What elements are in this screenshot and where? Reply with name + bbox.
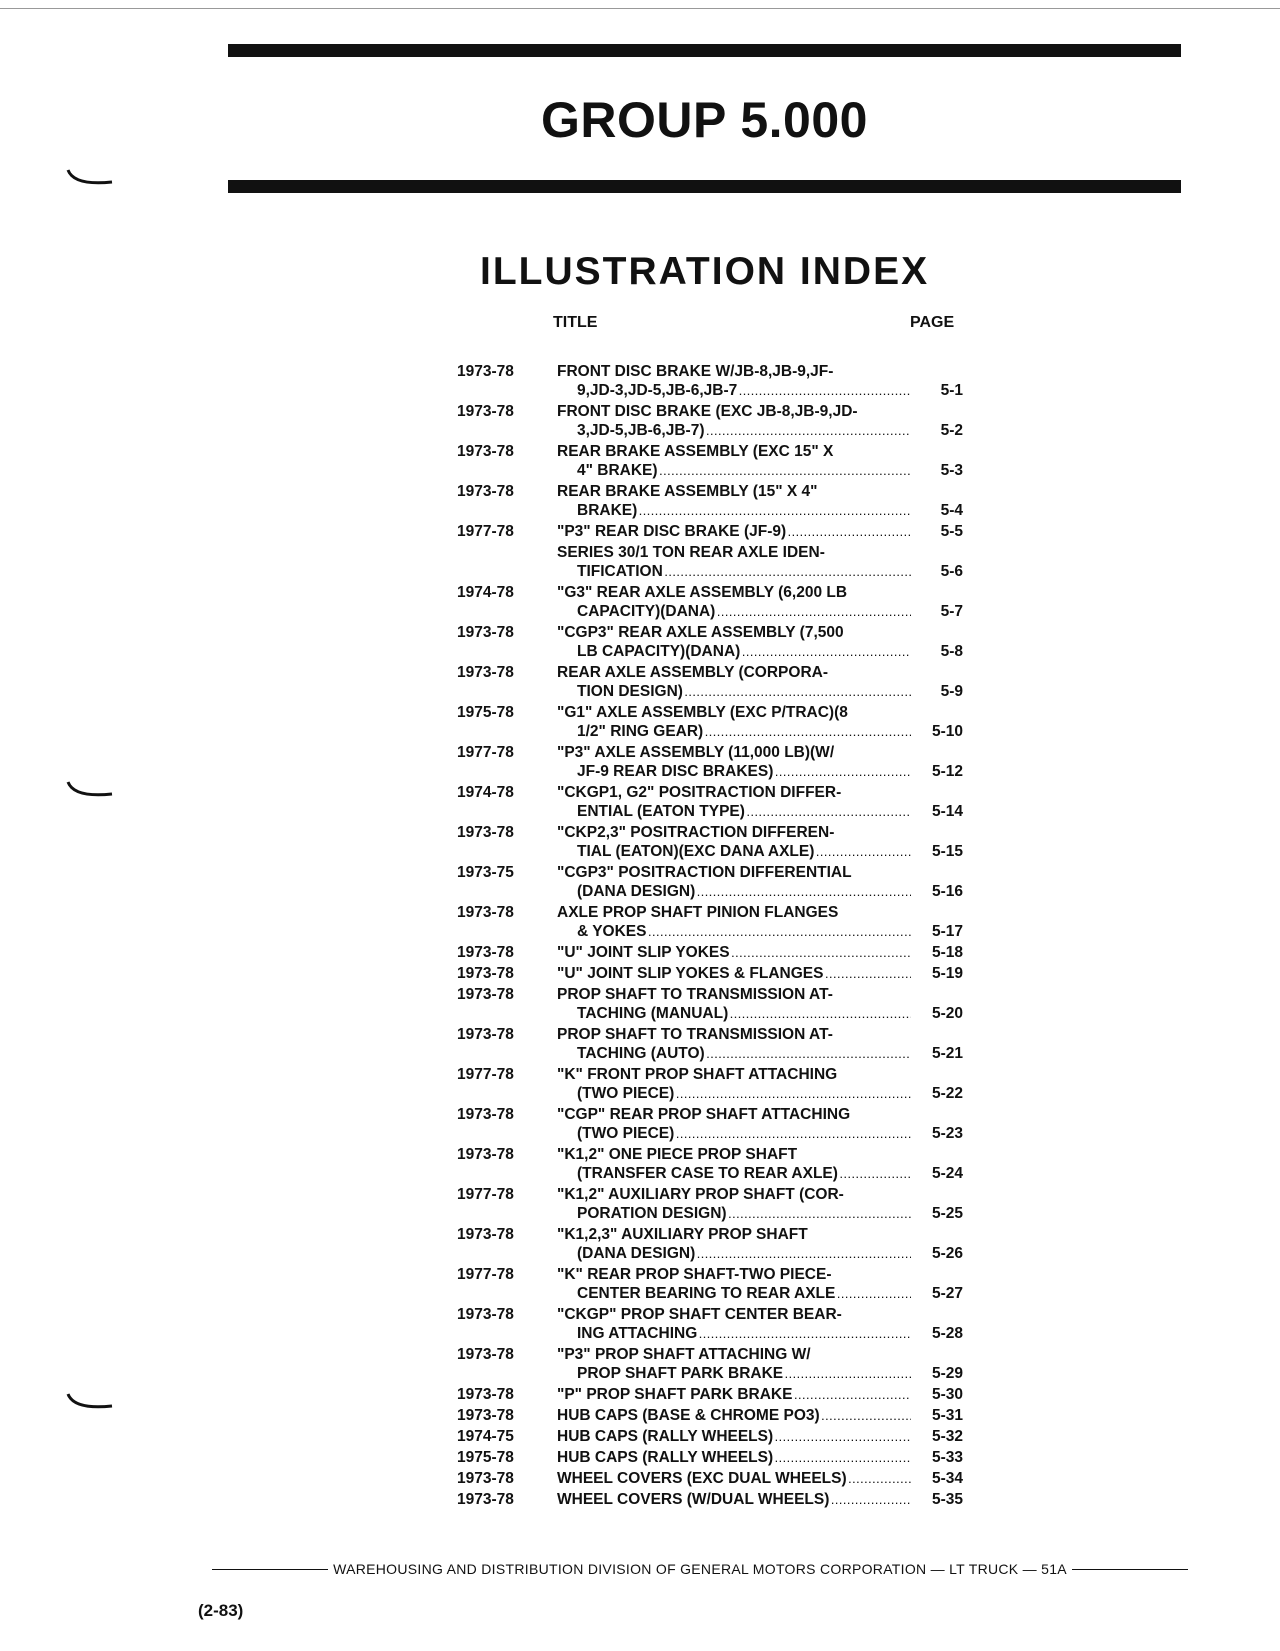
index-entry [455,1105,965,1145]
entry-title-line: "P3" AXLE ASSEMBLY (11,000 LB)(W/ [557,744,835,761]
entry-title-line: REAR AXLE ASSEMBLY (CORPORA- [557,664,828,681]
index-entry [455,1185,965,1225]
entry-title-line: REAR BRAKE ASSEMBLY (EXC 15" X [557,443,834,460]
entry-title-line: 4" BRAKE) [577,462,658,479]
index-entry [455,442,965,482]
entry-title-line: WHEEL COVERS (W/DUAL WHEELS) [557,1491,830,1508]
entry-year: 1973-78 [457,1491,514,1508]
entry-year: 1973-78 [457,944,514,961]
footer [212,1561,1188,1577]
dot-leader [849,1469,911,1490]
entry-title-line: "G3" REAR AXLE ASSEMBLY (6,200 LB [557,584,848,601]
entry-body [555,703,965,743]
dot-leader [742,642,911,663]
entry-body [555,583,965,623]
entry-body [555,522,965,543]
entry-page-number: 5-18 [931,944,963,961]
entry-body [555,482,965,522]
dot-leader [707,421,912,442]
entry-page-number: 5-14 [931,803,963,820]
entry-page-number: 5-5 [940,523,963,540]
footer-rule-right [1072,1569,1188,1570]
entry-title-line: "CKP2,3" POSITRACTION DIFFEREN- [557,824,835,841]
entry-year: 1973-78 [457,363,514,380]
entry-year: 1974-78 [457,584,514,601]
entry-year: 1973-78 [457,1106,514,1123]
entry-year: 1975-78 [457,704,514,721]
binder-hole-mark-top [66,168,114,190]
column-header-page: PAGE [910,314,955,331]
entry-body [555,783,965,823]
entry-year [455,543,555,583]
entry-title-line: "P3" REAR DISC BRAKE (JF-9) [557,523,787,540]
entry-title-line: CENTER BEARING TO REAR AXLE [577,1285,836,1302]
index-entry [455,1427,965,1448]
entry-year: 1974-78 [457,784,514,801]
binder-hole-mark-bottom [66,1392,114,1414]
entry-title-line: ENTIAL (EATON TYPE) [577,803,745,820]
entry-title-line: PROP SHAFT TO TRANSMISSION AT- [557,1026,833,1043]
index-entry [455,482,965,522]
entry-year: 1973-78 [457,624,514,641]
entry-title-line: & YOKES [577,923,647,940]
entry-title-line: "CGP3" POSITRACTION DIFFERENTIAL [557,864,852,881]
entry-body [555,743,965,783]
index-entry [455,823,965,863]
entry-title-line: "U" JOINT SLIP YOKES [557,944,730,961]
entry-title-line: FRONT DISC BRAKE (EXC JB-8,JB-9,JD- [557,403,858,420]
entry-title-line: (DANA DESIGN) [577,1245,696,1262]
entry-body [555,442,965,482]
entry-title-line: "K" REAR PROP SHAFT-TWO PIECE- [557,1266,832,1283]
index-entry [455,1385,965,1406]
dot-leader [699,1324,911,1345]
dot-leader [747,802,911,823]
entry-title-line: "CKGP1, G2" POSITRACTION DIFFER- [557,784,842,801]
dot-leader [840,1164,911,1185]
index-entry [455,964,965,985]
entry-year: 1973-78 [457,1226,514,1243]
entry-title-line: "K1,2" ONE PIECE PROP SHAFT [557,1146,798,1163]
entry-year: 1973-75 [457,864,514,881]
index-entry [455,703,965,743]
entry-body [555,402,965,442]
header-bar-bottom [228,180,1181,193]
entry-year: 1977-78 [457,1266,514,1283]
index-entry [455,1448,965,1469]
entry-body [555,543,965,583]
entry-year: 1973-78 [457,1026,514,1043]
entry-page-number: 5-3 [940,462,963,479]
entry-year: 1977-78 [457,1186,514,1203]
entry-body [555,1406,965,1427]
dot-leader [707,1044,911,1065]
index-entry [455,903,965,943]
entry-page-number: 5-29 [931,1365,963,1382]
entry-year: 1975-78 [457,1449,514,1466]
entry-page-number: 5-20 [931,1005,963,1022]
index-entry [455,1469,965,1490]
dot-leader [730,1004,911,1025]
index-entry [455,522,965,543]
entry-page-number: 5-32 [931,1428,963,1445]
top-edge-line [0,8,1280,9]
entry-page-number: 5-9 [940,683,963,700]
index-entry [455,985,965,1025]
entry-page-number: 5-17 [931,923,963,940]
entry-body [555,1427,965,1448]
index-entry [455,1065,965,1105]
footer-text: WAREHOUSING AND DISTRIBUTION DIVISION OF GENERAL MOTORS CORPORATION — LT TRUCK — 51A [333,1561,1067,1577]
entry-title-line: 9,JD-3,JD-5,JB-6,JB-7 [577,382,738,399]
entry-title-line: TION DESIGN) [577,683,683,700]
dot-leader [775,762,911,783]
entry-page-number: 5-15 [931,843,963,860]
dot-leader [676,1084,911,1105]
illustration-index-list [455,362,965,1511]
index-entry [455,663,965,703]
entry-title-line: "CGP3" REAR AXLE ASSEMBLY (7,500 [557,624,844,641]
index-entry [455,402,965,442]
entry-title-line: TIAL (EATON)(EXC DANA AXLE) [577,843,815,860]
entry-page-number: 5-30 [931,1386,963,1403]
entry-year: 1973-78 [457,904,514,921]
entry-title-line: SERIES 30/1 TON REAR AXLE IDEN- [557,544,825,561]
entry-title-line: HUB CAPS (RALLY WHEELS) [557,1428,774,1445]
entry-body [555,943,965,964]
entry-year: 1973-78 [457,1386,514,1403]
entry-body [555,1065,965,1105]
index-entry [455,943,965,964]
dot-leader [825,964,911,985]
entry-page-number: 5-26 [931,1245,963,1262]
index-entry [455,623,965,663]
entry-title-line: (TRANSFER CASE TO REAR AXLE) [577,1165,838,1182]
entry-title-line: CAPACITY)(DANA) [577,603,716,620]
dot-leader [660,461,911,482]
entry-title-line: (DANA DESIGN) [577,883,696,900]
index-entry [455,863,965,903]
dot-leader [729,1204,911,1225]
index-entry [455,1345,965,1385]
entry-title-line: AXLE PROP SHAFT PINION FLANGES [557,904,839,921]
entry-title-line: "G1" AXLE ASSEMBLY (EXC P/TRAC)(8 [557,704,848,721]
dot-leader [639,501,911,522]
entry-page-number: 5-10 [931,723,963,740]
entry-year: 1973-78 [457,1146,514,1163]
entry-title-line: HUB CAPS (BASE & CHROME PO3) [557,1407,820,1424]
entry-page-number: 5-31 [931,1407,963,1424]
entry-body [555,823,965,863]
entry-page-number: 5-25 [931,1205,963,1222]
dot-leader [717,602,911,623]
entry-year: 1977-78 [457,1066,514,1083]
entry-title-line: "P" PROP SHAFT PARK BRAKE [557,1386,793,1403]
entry-page-number: 5-7 [940,603,963,620]
entry-year: 1973-78 [457,965,514,982]
dot-leader [837,1284,911,1305]
entry-body [555,964,965,985]
entry-page-number: 5-28 [931,1325,963,1342]
index-entry [455,1225,965,1265]
dot-leader [775,1427,911,1448]
entry-page-number: 5-16 [931,883,963,900]
dot-leader [775,1448,911,1469]
entry-page-number: 5-8 [940,643,963,660]
entry-page-number: 5-24 [931,1165,963,1182]
dot-leader [697,882,911,903]
dot-leader [794,1385,911,1406]
entry-page-number: 5-1 [940,382,963,399]
footer-rule-left [212,1569,328,1570]
entry-page-number: 5-6 [940,563,963,580]
entry-body [555,1305,965,1345]
dot-leader [785,1364,911,1385]
entry-title-line: TACHING (AUTO) [577,1045,705,1062]
entry-page-number: 5-23 [931,1125,963,1142]
entry-title-line: "P3" PROP SHAFT ATTACHING W/ [557,1346,811,1363]
entry-body [555,663,965,703]
entry-body [555,1345,965,1385]
index-entry [455,1305,965,1345]
entry-year: 1977-78 [457,744,514,761]
dot-leader [739,381,911,402]
entry-title-line: PORATION DESIGN) [577,1205,727,1222]
entry-title-line: (TWO PIECE) [577,1085,675,1102]
revision-date: (2-83) [198,1601,244,1620]
entry-title-line: REAR BRAKE ASSEMBLY (15" X 4" [557,483,818,500]
entry-title-line: (TWO PIECE) [577,1125,675,1142]
entry-title-line: WHEEL COVERS (EXC DUAL WHEELS) [557,1470,847,1487]
entry-body [555,623,965,663]
entry-body [555,1385,965,1406]
dot-leader [788,522,911,543]
index-entry [455,583,965,623]
entry-page-number: 5-34 [931,1470,963,1487]
entry-page-number: 5-12 [931,763,963,780]
entry-page-number: 5-4 [940,502,963,519]
entry-year: 1973-78 [457,824,514,841]
dot-leader [705,722,911,743]
dot-leader [685,682,911,703]
entry-year: 1973-78 [457,1407,514,1424]
entry-body [555,1469,965,1490]
entry-year: 1973-78 [457,403,514,420]
entry-body [555,1490,965,1511]
index-entry [455,1490,965,1511]
entry-title-line: "CKGP" PROP SHAFT CENTER BEAR- [557,1306,842,1323]
entry-page-number: 5-35 [931,1491,963,1508]
index-entry [455,783,965,823]
entry-title-line: HUB CAPS (RALLY WHEELS) [557,1449,774,1466]
entry-body [555,863,965,903]
entry-year: 1973-78 [457,1470,514,1487]
entry-title-line: TACHING (MANUAL) [577,1005,729,1022]
index-title: ILLUSTRATION INDEX [480,250,930,293]
entry-title-line: "CGP" REAR PROP SHAFT ATTACHING [557,1106,851,1123]
dot-leader [822,1406,911,1427]
entry-title-line: "K1,2,3" AUXILIARY PROP SHAFT [557,1226,808,1243]
entry-title-line: ING ATTACHING [577,1325,698,1342]
entry-title-line: "U" JOINT SLIP YOKES & FLANGES [557,965,824,982]
entry-body [555,1185,965,1225]
entry-year: 1973-78 [457,664,514,681]
index-entry [455,1265,965,1305]
entry-body [555,1025,965,1065]
entry-title-line: PROP SHAFT PARK BRAKE [577,1365,784,1382]
entry-title-line: PROP SHAFT TO TRANSMISSION AT- [557,986,833,1003]
entry-page-number: 5-22 [931,1085,963,1102]
dot-leader [649,922,912,943]
group-title: GROUP 5.000 [541,92,868,148]
entry-body [555,1145,965,1185]
dot-leader [831,1490,911,1511]
entry-page-number: 5-27 [931,1285,963,1302]
index-entry [455,1145,965,1185]
entry-title-line: BRAKE) [577,502,638,519]
entry-title-line: 1/2" RING GEAR) [577,723,704,740]
binder-hole-mark-middle [66,780,114,802]
entry-title-line: 3,JD-5,JB-6,JB-7) [577,422,705,439]
entry-page-number: 5-2 [940,422,963,439]
entry-page-number: 5-19 [931,965,963,982]
entry-year: 1973-78 [457,986,514,1003]
entry-year: 1973-78 [457,483,514,500]
entry-body [555,985,965,1025]
dot-leader [665,562,911,583]
header-bar-top [228,44,1181,57]
entry-page-number: 5-33 [931,1449,963,1466]
column-header-title: TITLE [553,314,598,331]
entry-title-line: "K" FRONT PROP SHAFT ATTACHING [557,1066,838,1083]
dot-leader [816,842,911,863]
entry-year: 1973-78 [457,1306,514,1323]
entry-year: 1974-75 [457,1428,514,1445]
index-entry [455,362,965,402]
entry-page-number: 5-21 [931,1045,963,1062]
dot-leader [697,1244,911,1265]
dot-leader [732,943,911,964]
index-entry [455,743,965,783]
entry-body [555,1105,965,1145]
entry-year: 1977-78 [457,523,514,540]
entry-body [555,903,965,943]
entry-body [555,1448,965,1469]
entry-title-line: FRONT DISC BRAKE W/JB-8,JB-9,JF- [557,363,834,380]
entry-title-line: TIFICATION [577,563,663,580]
entry-body [555,1265,965,1305]
entry-body [555,362,965,402]
dot-leader [676,1124,911,1145]
entry-year: 1973-78 [457,1346,514,1363]
index-entry [455,1406,965,1427]
index-entry [455,543,965,583]
entry-title-line: "K1,2" AUXILIARY PROP SHAFT (COR- [557,1186,844,1203]
entry-year: 1973-78 [457,443,514,460]
entry-title-line: JF-9 REAR DISC BRAKES) [577,763,774,780]
index-entry [455,1025,965,1065]
entry-title-line: LB CAPACITY)(DANA) [577,643,741,660]
entry-body [555,1225,965,1265]
